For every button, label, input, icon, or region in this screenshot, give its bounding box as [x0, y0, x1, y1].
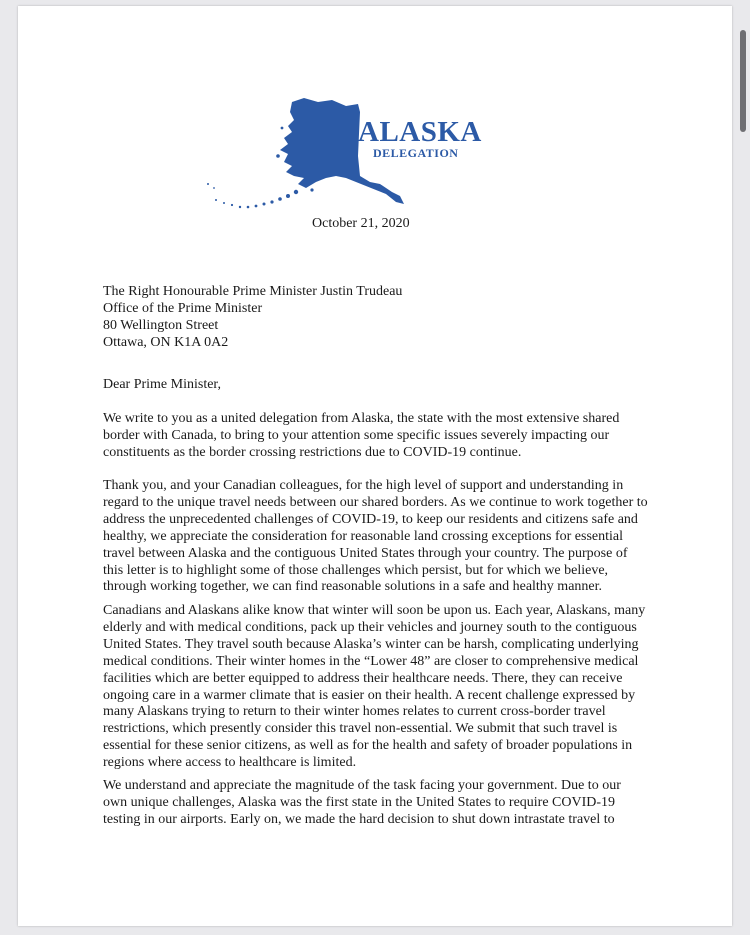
text-line: elderly and with medical conditions, pack up their vehicles and journey south to the contiguous: [103, 619, 637, 635]
text-line: travel between Alaska and the contiguous United States through your country. The purpose of: [103, 545, 628, 561]
text-line: regions where access to healthcare is limited.: [103, 755, 357, 771]
text-line: ongoing care in a warmer climate that is easier on their health. A recent challenge expressed by: [103, 687, 636, 703]
text-line: many Alaskans trying to return to their winter homes relates to current cross-border travel: [103, 704, 606, 720]
text-line: Thank you, and your Canadian colleagues, for the high level of support and understanding in: [103, 478, 624, 493]
text-line: testing in our airports. Early on, we made the hard decision to shut down intrastate travel to: [103, 811, 615, 827]
text-line: own unique challenges, Alaska was the first state in the United States to require COVID-19: [103, 794, 616, 810]
paragraph-3: [103, 603, 673, 772]
text-line: Canadians and Alaskans alike know that winter will soon be upon us. Each year, Alaskans, many: [103, 603, 646, 618]
org-name: ALASKA: [358, 116, 482, 148]
paragraph-4: [103, 778, 673, 829]
address-line: Ottawa, ON K1A 0A2: [103, 335, 229, 350]
text-line: essential for these senior citizens, as well as for the health and safety of broader populations in: [103, 738, 633, 754]
scrollbar[interactable]: [740, 30, 746, 132]
text-line: We write to you as a united delegation from Alaska, the state with the most extensive shared: [103, 411, 620, 426]
text-line: border with Canada, to bring to your attention some specific issues severely impacting our: [103, 427, 610, 443]
paragraph-1: [103, 411, 673, 462]
paragraph-2: [103, 478, 673, 596]
address-line: 80 Wellington Street: [103, 318, 219, 333]
letter-date: October 21, 2020: [312, 216, 410, 231]
text-line: this letter is to highlight some of those challenges which persist, but for which we believe,: [103, 562, 609, 578]
text-line: regard to the unique travel needs between our shared borders. As we continue to work together to: [103, 494, 648, 510]
text-line: United States. They travel south because Alaska’s winter can be harsh, complicating underlying: [103, 636, 639, 652]
org-subtitle: DELEGATION: [373, 146, 459, 160]
recipient-address: [103, 283, 402, 351]
salutation: Dear Prime Minister,: [103, 377, 222, 392]
text-line: healthy, we appreciate the consideration for reasonable land crossing exceptions for essential: [103, 528, 624, 544]
text-line: address the unprecedented challenges of COVID-19, to keep our residents and citizens safe and: [103, 511, 638, 527]
text-line: through working together, we can find reasonable solutions in a safe and healthy manner.: [103, 579, 603, 595]
text-line: We understand and appreciate the magnitude of the task facing your government. Due to our: [103, 778, 621, 793]
address-line: The Right Honourable Prime Minister Justin Trudeau: [103, 284, 403, 299]
text-line: medical conditions. Their winter homes in the “Lower 48” are closer to comprehensive medical: [103, 653, 639, 669]
text-line: restrictions, which presently consider this travel non-essential. We submit that such travel is: [103, 721, 618, 737]
address-line: Office of the Prime Minister: [103, 301, 263, 316]
text-line: facilities which are better equipped to address their healthcare needs. There, they can receive: [103, 670, 623, 686]
text-line: constituents as the border crossing restrictions due to COVID-19 continue.: [103, 444, 522, 460]
